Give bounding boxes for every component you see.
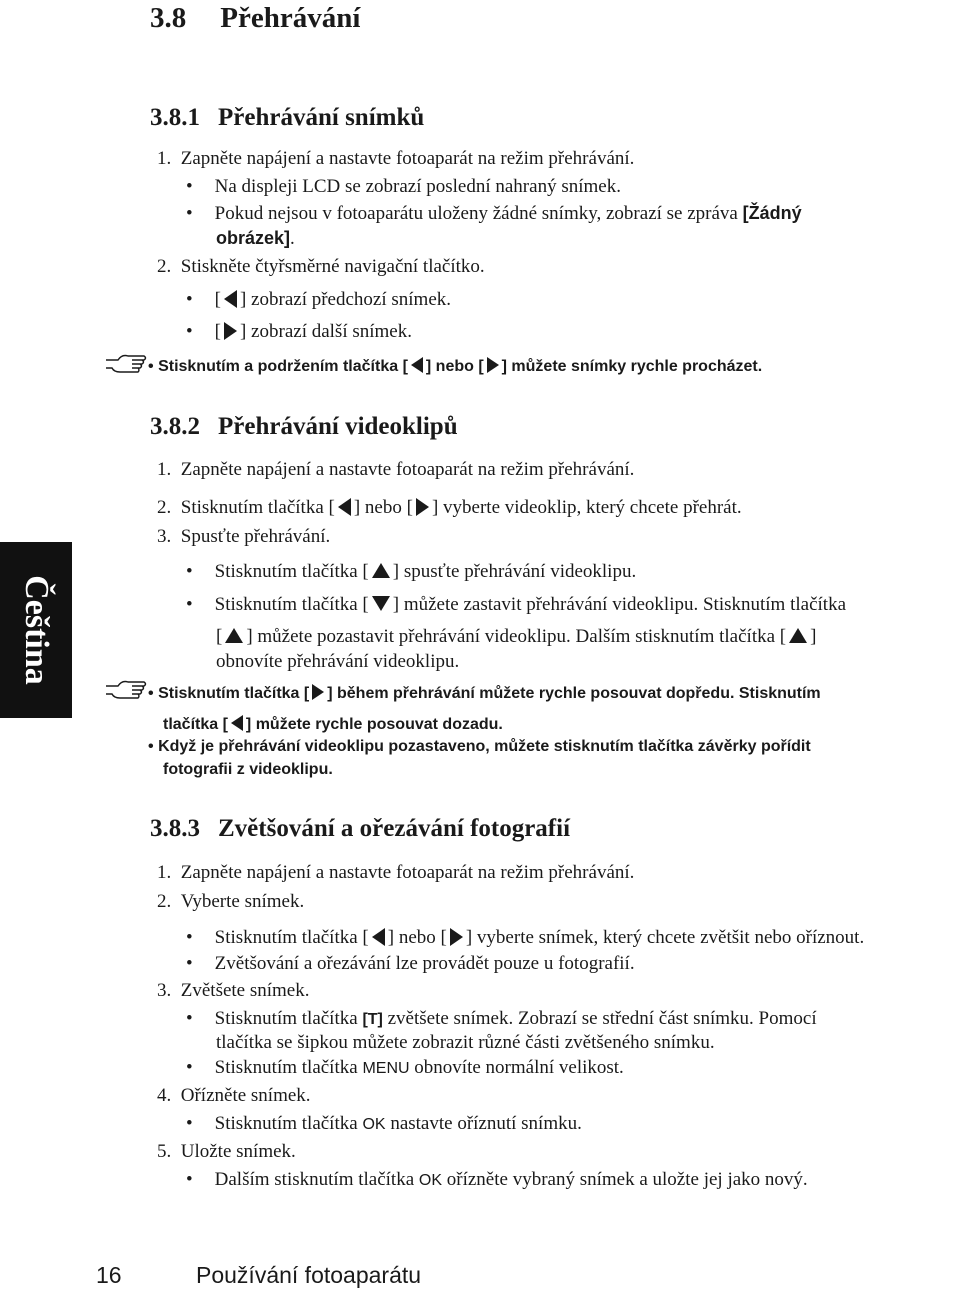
subsection-heading-2 bbox=[150, 413, 458, 441]
ok-key-label: OK bbox=[362, 1116, 386, 1133]
page-number: 16 bbox=[96, 1262, 122, 1288]
subsection-number: 3.8.3 bbox=[150, 815, 200, 842]
bullet-item: • Stisknutím tlačítka MENU obnovíte normální velikost. bbox=[186, 1057, 624, 1078]
bullet-item: • Dalším stisknutím tlačítka OK ořízněte vybraný snímek a uložte jej jako nový. bbox=[186, 1169, 808, 1190]
bullet-continuation: tlačítka se šipkou můžete zobrazit různé části zvětšeného snímku. bbox=[216, 1032, 715, 1053]
language-side-tab bbox=[0, 542, 72, 718]
step-5: 5. Uložte snímek. bbox=[157, 1141, 296, 1162]
bullet-continuation: [ ] můžete pozastavit přehrávání videoklipu. Dalším stisknutím tlačítka [ ] bbox=[216, 626, 817, 647]
left-arrow-icon bbox=[372, 928, 385, 946]
section-number: 3.8 bbox=[150, 2, 187, 34]
bullet-item: • Stisknutím tlačítka [ ] spusťte přehrávání videoklipu. bbox=[186, 561, 637, 582]
footer-title: Používání fotoaparátu bbox=[196, 1262, 422, 1288]
note-hand-icon bbox=[104, 676, 148, 702]
bullet-item: • Na displeji LCD se zobrazí poslední nahraný snímek. bbox=[186, 176, 621, 197]
subsection-title: Přehrávání videoklipů bbox=[218, 413, 458, 440]
bullet-continuation: obnovíte přehrávání videoklipu. bbox=[216, 651, 460, 672]
left-arrow-icon bbox=[224, 290, 237, 308]
ok-key-label: OK bbox=[418, 1172, 443, 1189]
step-2: 2. Stiskněte čtyřsměrné navigační tlačítko. bbox=[157, 256, 485, 277]
right-arrow-icon bbox=[312, 684, 324, 700]
step-2: 2. Stisknutím tlačítka [ ] nebo [ ] vyberte videoklip, který chcete přehrát. bbox=[157, 497, 742, 518]
section-title: Přehrávání bbox=[220, 2, 361, 34]
subsection-title: Přehrávání snímků bbox=[218, 104, 425, 131]
subsection-number: 3.8.1 bbox=[150, 104, 200, 131]
bullet-item: • Stisknutím tlačítka [ ] nebo [ ] vyberte snímek, který chcete zvětšit nebo oříznout. bbox=[186, 927, 865, 948]
step-3: 3. Zvětšete snímek. bbox=[157, 980, 310, 1001]
step-4: 4. Ořízněte snímek. bbox=[157, 1085, 311, 1106]
right-arrow-icon bbox=[487, 357, 499, 373]
note-3-continuation: fotografii z videoklipu. bbox=[163, 761, 333, 778]
right-arrow-icon bbox=[416, 498, 429, 516]
step-1: 1. Zapněte napájení a nastavte fotoaparát na režim přehrávání. bbox=[157, 862, 635, 883]
step-1: 1. Zapněte napájení a nastavte fotoaparát na režim přehrávání. bbox=[157, 459, 635, 480]
t-key-label: [T] bbox=[362, 1011, 383, 1028]
subsection-heading-3 bbox=[150, 815, 570, 843]
note-hand-icon bbox=[104, 350, 148, 376]
left-arrow-icon bbox=[411, 357, 423, 373]
up-arrow-icon bbox=[372, 563, 390, 578]
up-arrow-icon bbox=[789, 628, 807, 643]
note-1: • Stisknutím a podržením tlačítka [ ] nebo [ ] můžete snímky rychle procházet. bbox=[148, 358, 763, 375]
bullet-item: • Pokud nejsou v fotoaparátu uloženy žádné snímky, zobrazí se zpráva [Žádný bbox=[186, 203, 802, 224]
menu-key-label: MENU bbox=[362, 1060, 410, 1077]
bullet-item: • Stisknutím tlačítka [ ] můžete zastavit přehrávání videoklipu. Stisknutím tlačítka bbox=[186, 594, 847, 615]
step-3: 3. Spusťte přehrávání. bbox=[157, 526, 331, 547]
left-arrow-icon bbox=[338, 498, 351, 516]
step-2: 2. Vyberte snímek. bbox=[157, 891, 305, 912]
right-arrow-icon bbox=[224, 322, 237, 340]
up-arrow-icon bbox=[225, 628, 243, 643]
subsection-heading-1 bbox=[150, 104, 424, 132]
note-2-continuation: tlačítka [ ] můžete rychle posouvat dozadu. bbox=[163, 716, 503, 733]
subsection-number: 3.8.2 bbox=[150, 413, 200, 440]
language-label: Čeština bbox=[18, 575, 55, 685]
bullet-continuation: obrázek]. bbox=[216, 228, 295, 249]
note-2: • Stisknutím tlačítka [ ] během přehrávání můžete rychle posouvat dopředu. Stisknutím bbox=[148, 685, 821, 702]
down-arrow-icon bbox=[372, 596, 390, 611]
bullet-item: • [ ] zobrazí předchozí snímek. bbox=[186, 289, 452, 310]
bullet-item: • Stisknutím tlačítka OK nastavte oříznutí snímku. bbox=[186, 1113, 582, 1134]
section-heading bbox=[150, 2, 360, 35]
bullet-item: • Zvětšování a ořezávání lze provádět pouze u fotografií. bbox=[186, 953, 635, 974]
subsection-title: Zvětšování a ořezávání fotografií bbox=[218, 815, 571, 842]
bullet-item: • [ ] zobrazí další snímek. bbox=[186, 321, 412, 342]
left-arrow-icon bbox=[231, 715, 243, 731]
bullet-item: • Stisknutím tlačítka [T] zvětšete snímek. Zobrazí se střední část snímku. Pomocí bbox=[186, 1008, 817, 1029]
note-3: • Když je přehrávání videoklipu pozastaveno, můžete stisknutím tlačítka závěrky pořídit bbox=[148, 738, 811, 755]
right-arrow-icon bbox=[450, 928, 463, 946]
step-1: 1. Zapněte napájení a nastavte fotoaparát na režim přehrávání. bbox=[157, 148, 635, 169]
